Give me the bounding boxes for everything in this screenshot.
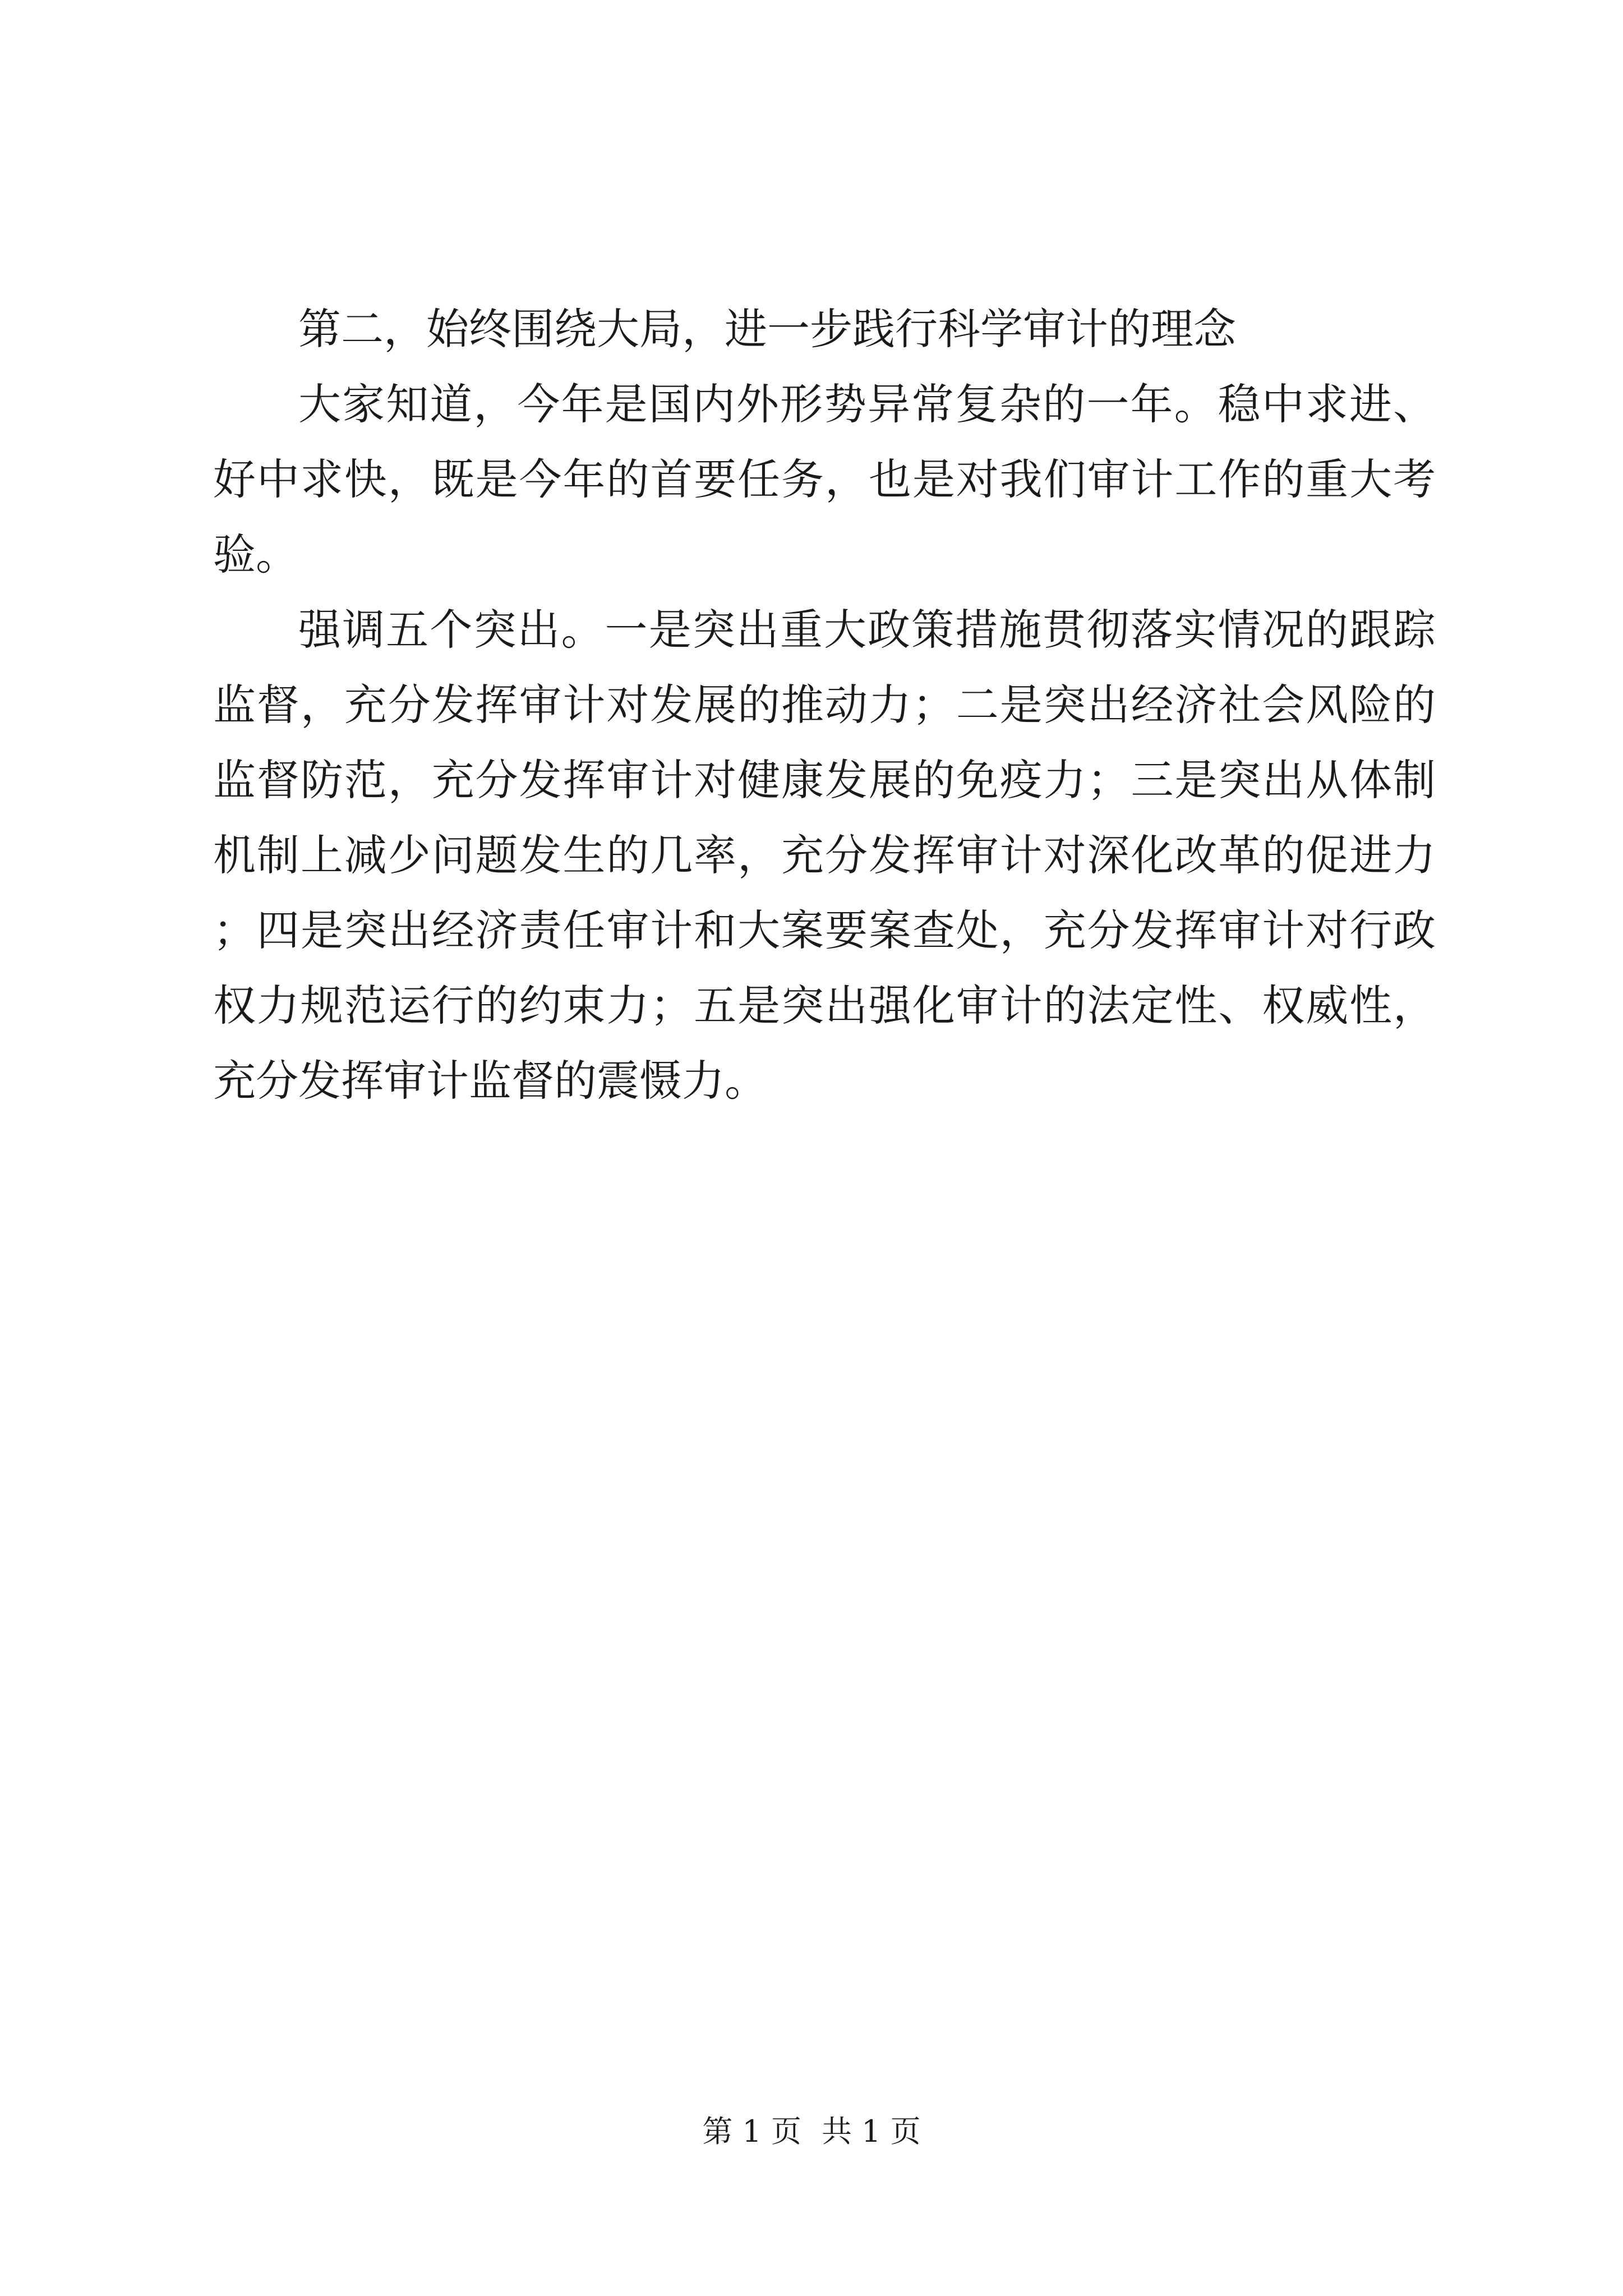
- section-heading: 第二，始终围绕大局，进一步践行科学审计的理念: [298, 304, 1236, 354]
- page-total: 共 1 页: [822, 2114, 921, 2149]
- paragraph-situation: 大家知道，今年是国内外形势异常复杂的一年。稳中求进、好中求快，既是今年的首要任务，也是对我们审计工作的重大考验。: [213, 379, 1436, 579]
- page-footer: [0, 2115, 1623, 2148]
- page-number: 第 1 页: [702, 2114, 801, 2149]
- paragraph-five-priorities: 强调五个突出。一是突出重大政策措施贯彻落实情况的跟踪监督，充分发挥审计对发展的推动力；二是突出经济社会风险的监督防范，充分发挥审计对健康发展的免疫力；三是突出从体制机制上减少问题发生的几率，充分发挥审计对深化改革的促进力；四是突出经济责任审计和大案要案查处，充分发挥审计对行政权力规范运行的约束力；五是突出强化审计的法定性、权威性，充分发挥审计监督的震慑力。: [213, 605, 1436, 1106]
- document-body: [213, 292, 1436, 1119]
